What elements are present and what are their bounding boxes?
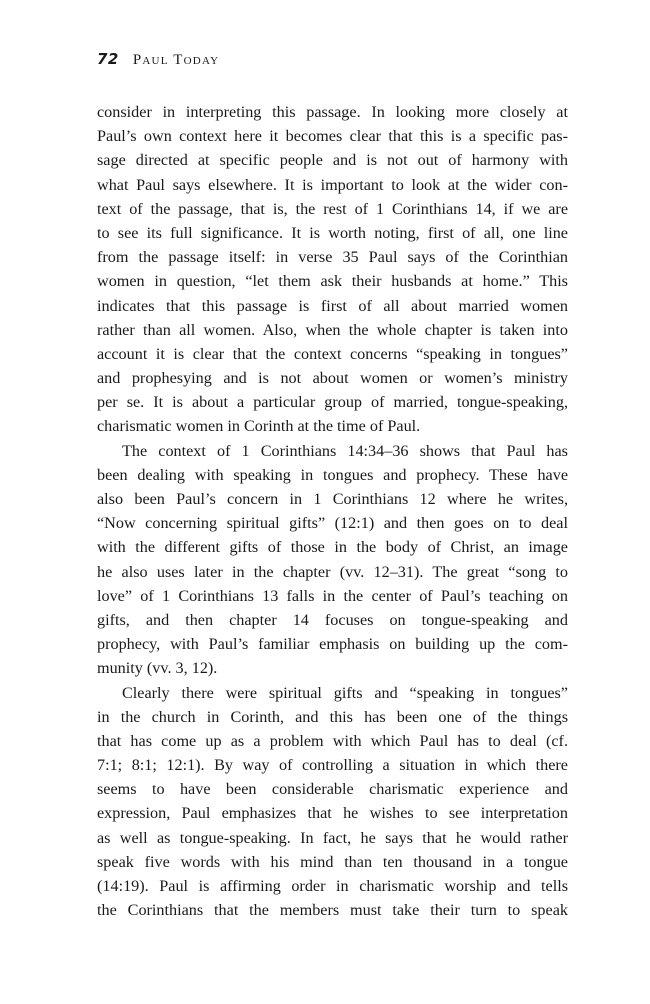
paragraph xyxy=(97,439,568,681)
text-line: the Corinthians that the members must take their turn to speak xyxy=(97,901,568,920)
text-line: also been Paul’s concern in 1 Corinthians 12 where he writes, xyxy=(97,490,568,508)
page-number: 72 xyxy=(97,50,119,68)
text-line: 7:1; 8:1; 12:1). By way of controlling a situation in which there xyxy=(97,756,568,775)
text-line: indicates that this passage is first of all about married women xyxy=(97,296,568,315)
body-text xyxy=(97,100,568,922)
text-line: Clearly there were spiritual gifts and “speaking in tongues” xyxy=(122,683,568,702)
text-line: prophecy, with Paul’s familiar emphasis on building up the com- xyxy=(97,635,568,654)
text-line: that has come up as a problem with which Paul has to deal (cf. xyxy=(97,731,568,750)
text-line: consider in interpreting this passage. In looking more closely at xyxy=(97,103,568,121)
text-line: in the church in Corinth, and this has been one of the things xyxy=(97,707,568,726)
text-line: sage directed at specific people and is not out of harmony with xyxy=(97,151,568,170)
text-line: gifts, and then chapter 14 focuses on tongue-speaking and xyxy=(97,610,568,629)
text-line: from the passage itself: in verse 35 Paul says of the Corinthian xyxy=(97,248,568,267)
text-line: expression, Paul emphasizes that he wishes to see interpretation xyxy=(97,804,568,823)
text-line: women in question, “let them ask their husbands at home.” This xyxy=(97,272,568,291)
text-line: The context of 1 Corinthians 14:34–36 shows that Paul has xyxy=(122,441,568,460)
text-line: munity (vv. 3, 12). xyxy=(97,659,218,678)
text-line: (14:19). Paul is affirming order in charismatic worship and tells xyxy=(97,877,568,895)
text-line: text of the passage, that is, the rest of 1 Corinthians 14, if we are xyxy=(97,199,568,218)
text-line: he also uses later in the chapter (vv. 12–31). The great “song to xyxy=(97,562,568,581)
paragraph xyxy=(97,100,568,439)
text-line: charismatic women in Corinth at the time of Paul. xyxy=(97,417,421,436)
text-line: and prophesying and is not about women or women’s ministry xyxy=(97,369,568,388)
text-line: rather than all women. Also, when the whole chapter is taken into xyxy=(97,320,568,339)
text-line: seems to have been considerable charismatic experience and xyxy=(97,780,568,799)
text-line: Paul’s own context here it becomes clear that this is a specific pas- xyxy=(97,127,568,146)
text-line: love” of 1 Corinthians 13 falls in the center of Paul’s teaching on xyxy=(97,586,568,605)
text-line: with the different gifts of those in the body of Christ, an image xyxy=(97,538,568,557)
text-line: account it is clear that the context concerns “speaking in tongues” xyxy=(97,344,568,363)
running-head xyxy=(97,50,219,69)
text-line: “Now concerning spiritual gifts” (12:1) and then goes on to deal xyxy=(97,514,568,533)
text-line: speak five words with his mind than ten thousand in a tongue xyxy=(97,852,568,871)
text-line: as well as tongue-speaking. In fact, he says that he would rather xyxy=(97,828,568,847)
book-title: Paul Today xyxy=(132,52,220,68)
text-line: per se. It is about a particular group of married, tongue-speaking, xyxy=(97,393,568,412)
text-line: what Paul says elsewhere. It is important to look at the wider con- xyxy=(97,175,568,194)
text-line: been dealing with speaking in tongues and prophecy. These have xyxy=(97,465,568,484)
paragraph xyxy=(97,681,568,923)
text-line: to see its full significance. It is worth noting, first of all, one line xyxy=(97,223,568,242)
